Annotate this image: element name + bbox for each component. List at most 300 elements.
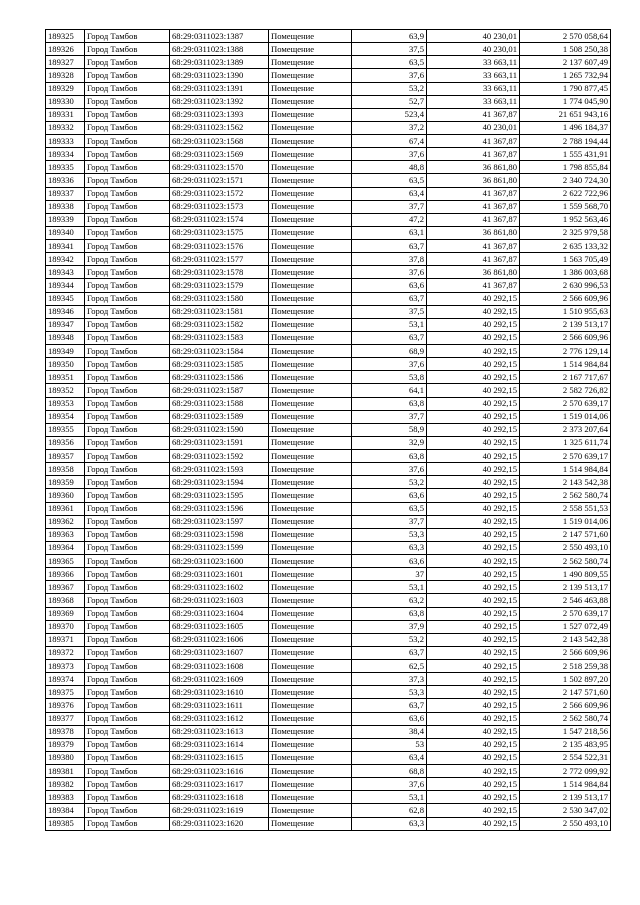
unit-value-cell: 40 292,15 [427, 358, 520, 371]
object-type-cell: Помещение [269, 56, 352, 69]
unit-value-cell: 40 292,15 [427, 292, 520, 305]
object-type-cell: Помещение [269, 436, 352, 449]
cadastral-number-cell: 68:29:0311023:1574 [170, 213, 269, 226]
object-type-cell: Помещение [269, 240, 352, 253]
record-id-cell: 189353 [46, 397, 85, 410]
object-type-cell: Помещение [269, 555, 352, 568]
cadastral-number-cell: 68:29:0311023:1583 [170, 331, 269, 344]
area-cell: 63,7 [352, 240, 427, 253]
record-id-cell: 189368 [46, 594, 85, 607]
table-row [46, 555, 611, 568]
record-id-cell: 189356 [46, 436, 85, 449]
table-row [46, 95, 611, 108]
table-row [46, 568, 611, 581]
city-cell: Город Тамбов [85, 804, 170, 817]
area-cell: 63,8 [352, 397, 427, 410]
city-cell: Город Тамбов [85, 555, 170, 568]
table-row [46, 791, 611, 804]
record-id-cell: 189371 [46, 633, 85, 646]
area-cell: 63,6 [352, 712, 427, 725]
cadastral-number-cell: 68:29:0311023:1607 [170, 646, 269, 659]
record-id-cell: 189364 [46, 541, 85, 554]
area-cell: 37,7 [352, 200, 427, 213]
cadastral-value-cell: 1 527 072,49 [520, 620, 611, 633]
record-id-cell: 189333 [46, 135, 85, 148]
city-cell: Город Тамбов [85, 240, 170, 253]
cadastral-number-cell: 68:29:0311023:1581 [170, 305, 269, 318]
area-cell: 32,9 [352, 436, 427, 449]
cadastral-number-cell: 68:29:0311023:1578 [170, 266, 269, 279]
table-row [46, 751, 611, 764]
object-type-cell: Помещение [269, 673, 352, 686]
cadastral-number-cell: 68:29:0311023:1609 [170, 673, 269, 686]
table-row [46, 305, 611, 318]
object-type-cell: Помещение [269, 712, 352, 725]
city-cell: Город Тамбов [85, 699, 170, 712]
object-type-cell: Помещение [269, 751, 352, 764]
record-id-cell: 189339 [46, 213, 85, 226]
city-cell: Город Тамбов [85, 397, 170, 410]
city-cell: Город Тамбов [85, 292, 170, 305]
table-row [46, 358, 611, 371]
unit-value-cell: 40 292,15 [427, 594, 520, 607]
cadastral-value-cell: 1 555 431,91 [520, 148, 611, 161]
area-cell: 63,1 [352, 226, 427, 239]
cadastral-value-cell: 2 143 542,38 [520, 476, 611, 489]
object-type-cell: Помещение [269, 791, 352, 804]
object-type-cell: Помещение [269, 765, 352, 778]
record-id-cell: 189334 [46, 148, 85, 161]
record-id-cell: 189336 [46, 174, 85, 187]
city-cell: Город Тамбов [85, 148, 170, 161]
record-id-cell: 189344 [46, 279, 85, 292]
record-id-cell: 189328 [46, 69, 85, 82]
city-cell: Город Тамбов [85, 620, 170, 633]
unit-value-cell: 41 367,87 [427, 148, 520, 161]
object-type-cell: Помещение [269, 607, 352, 620]
unit-value-cell: 41 367,87 [427, 135, 520, 148]
unit-value-cell: 40 292,15 [427, 450, 520, 463]
area-cell: 38,4 [352, 725, 427, 738]
cadastral-value-cell: 2 562 580,74 [520, 712, 611, 725]
unit-value-cell: 36 861,80 [427, 174, 520, 187]
cadastral-number-cell: 68:29:0311023:1593 [170, 463, 269, 476]
city-cell: Город Тамбов [85, 56, 170, 69]
cadastral-number-cell: 68:29:0311023:1598 [170, 528, 269, 541]
unit-value-cell: 33 663,11 [427, 56, 520, 69]
area-cell: 68,8 [352, 765, 427, 778]
area-cell: 37,8 [352, 253, 427, 266]
cadastral-number-cell: 68:29:0311023:1393 [170, 108, 269, 121]
city-cell: Город Тамбов [85, 633, 170, 646]
cadastral-number-cell: 68:29:0311023:1584 [170, 345, 269, 358]
cadastral-number-cell: 68:29:0311023:1599 [170, 541, 269, 554]
city-cell: Город Тамбов [85, 226, 170, 239]
record-id-cell: 189340 [46, 226, 85, 239]
table-row [46, 528, 611, 541]
record-id-cell: 189378 [46, 725, 85, 738]
city-cell: Город Тамбов [85, 331, 170, 344]
object-type-cell: Помещение [269, 528, 352, 541]
record-id-cell: 189330 [46, 95, 85, 108]
cadastral-value-cell: 1 519 014,06 [520, 410, 611, 423]
unit-value-cell: 41 367,87 [427, 240, 520, 253]
city-cell: Город Тамбов [85, 121, 170, 134]
unit-value-cell: 40 292,15 [427, 489, 520, 502]
unit-value-cell: 40 292,15 [427, 331, 520, 344]
object-type-cell: Помещение [269, 738, 352, 751]
table-row [46, 240, 611, 253]
table-row [46, 108, 611, 121]
city-cell: Город Тамбов [85, 318, 170, 331]
cadastral-number-cell: 68:29:0311023:1597 [170, 515, 269, 528]
record-id-cell: 189337 [46, 187, 85, 200]
object-type-cell: Помещение [269, 292, 352, 305]
table-row [46, 384, 611, 397]
unit-value-cell: 40 292,15 [427, 463, 520, 476]
record-id-cell: 189385 [46, 817, 85, 830]
cadastral-value-cell: 2 570 058,64 [520, 30, 611, 43]
unit-value-cell: 40 292,15 [427, 515, 520, 528]
cadastral-value-cell: 2 518 259,38 [520, 660, 611, 673]
cadastral-number-cell: 68:29:0311023:1605 [170, 620, 269, 633]
table-row [46, 607, 611, 620]
cadastral-number-cell: 68:29:0311023:1389 [170, 56, 269, 69]
unit-value-cell: 40 292,15 [427, 568, 520, 581]
table-row [46, 331, 611, 344]
area-cell: 62,8 [352, 804, 427, 817]
table-row [46, 423, 611, 436]
city-cell: Город Тамбов [85, 791, 170, 804]
cadastral-value-cell: 1 952 563,46 [520, 213, 611, 226]
table-row [46, 436, 611, 449]
object-type-cell: Помещение [269, 279, 352, 292]
unit-value-cell: 40 292,15 [427, 541, 520, 554]
object-type-cell: Помещение [269, 804, 352, 817]
unit-value-cell: 40 292,15 [427, 633, 520, 646]
object-type-cell: Помещение [269, 660, 352, 673]
cadastral-number-cell: 68:29:0311023:1586 [170, 371, 269, 384]
table-row [46, 581, 611, 594]
unit-value-cell: 41 367,87 [427, 253, 520, 266]
cadastral-number-cell: 68:29:0311023:1387 [170, 30, 269, 43]
unit-value-cell: 41 367,87 [427, 108, 520, 121]
area-cell: 37,9 [352, 620, 427, 633]
cadastral-value-cell: 2 562 580,74 [520, 555, 611, 568]
cadastral-number-cell: 68:29:0311023:1592 [170, 450, 269, 463]
cadastral-number-cell: 68:29:0311023:1392 [170, 95, 269, 108]
cadastral-value-cell: 1 502 897,20 [520, 673, 611, 686]
area-cell: 523,4 [352, 108, 427, 121]
object-type-cell: Помещение [269, 121, 352, 134]
record-id-cell: 189379 [46, 738, 85, 751]
record-id-cell: 189381 [46, 765, 85, 778]
city-cell: Город Тамбов [85, 161, 170, 174]
cadastral-number-cell: 68:29:0311023:1595 [170, 489, 269, 502]
cadastral-value-cell: 2 137 607,49 [520, 56, 611, 69]
cadastral-value-cell: 2 340 724,30 [520, 174, 611, 187]
cadastral-number-cell: 68:29:0311023:1594 [170, 476, 269, 489]
unit-value-cell: 40 292,15 [427, 620, 520, 633]
record-id-cell: 189361 [46, 502, 85, 515]
cadastral-number-cell: 68:29:0311023:1591 [170, 436, 269, 449]
table-row [46, 82, 611, 95]
city-cell: Город Тамбов [85, 187, 170, 200]
object-type-cell: Помещение [269, 345, 352, 358]
record-id-cell: 189345 [46, 292, 85, 305]
cadastral-number-cell: 68:29:0311023:1603 [170, 594, 269, 607]
object-type-cell: Помещение [269, 318, 352, 331]
unit-value-cell: 40 292,15 [427, 765, 520, 778]
area-cell: 63,5 [352, 174, 427, 187]
city-cell: Город Тамбов [85, 502, 170, 515]
city-cell: Город Тамбов [85, 371, 170, 384]
cadastral-value-cell: 1 510 955,63 [520, 305, 611, 318]
record-id-cell: 189370 [46, 620, 85, 633]
city-cell: Город Тамбов [85, 436, 170, 449]
unit-value-cell: 40 292,15 [427, 738, 520, 751]
table-row [46, 463, 611, 476]
cadastral-value-cell: 1 386 003,68 [520, 266, 611, 279]
object-type-cell: Помещение [269, 30, 352, 43]
table-row [46, 738, 611, 751]
city-cell: Город Тамбов [85, 568, 170, 581]
object-type-cell: Помещение [269, 384, 352, 397]
cadastral-value-cell: 2 776 129,14 [520, 345, 611, 358]
cadastral-value-cell: 1 514 984,84 [520, 463, 611, 476]
cadastral-number-cell: 68:29:0311023:1601 [170, 568, 269, 581]
cadastral-value-cell: 2 143 542,38 [520, 633, 611, 646]
record-id-cell: 189327 [46, 56, 85, 69]
unit-value-cell: 40 230,01 [427, 30, 520, 43]
city-cell: Город Тамбов [85, 279, 170, 292]
cadastral-number-cell: 68:29:0311023:1618 [170, 791, 269, 804]
record-id-cell: 189365 [46, 555, 85, 568]
cadastral-number-cell: 68:29:0311023:1602 [170, 581, 269, 594]
cadastral-value-cell: 2 135 483,95 [520, 738, 611, 751]
cadastral-value-cell: 2 582 726,82 [520, 384, 611, 397]
area-cell: 63,5 [352, 502, 427, 515]
object-type-cell: Помещение [269, 331, 352, 344]
record-id-cell: 189338 [46, 200, 85, 213]
cadastral-number-cell: 68:29:0311023:1606 [170, 633, 269, 646]
city-cell: Город Тамбов [85, 541, 170, 554]
unit-value-cell: 40 292,15 [427, 410, 520, 423]
area-cell: 53,3 [352, 686, 427, 699]
table-row [46, 56, 611, 69]
record-id-cell: 189342 [46, 253, 85, 266]
cadastral-value-cell: 1 563 705,49 [520, 253, 611, 266]
record-id-cell: 189351 [46, 371, 85, 384]
object-type-cell: Помещение [269, 148, 352, 161]
unit-value-cell: 40 292,15 [427, 607, 520, 620]
property-table [45, 29, 611, 831]
area-cell: 48,8 [352, 161, 427, 174]
cadastral-value-cell: 2 530 347,02 [520, 804, 611, 817]
table-row [46, 633, 611, 646]
table-row [46, 292, 611, 305]
area-cell: 37,3 [352, 673, 427, 686]
area-cell: 63,7 [352, 646, 427, 659]
cadastral-value-cell: 2 630 996,53 [520, 279, 611, 292]
cadastral-value-cell: 1 547 218,56 [520, 725, 611, 738]
unit-value-cell: 40 230,01 [427, 121, 520, 134]
area-cell: 37,6 [352, 69, 427, 82]
record-id-cell: 189331 [46, 108, 85, 121]
cadastral-value-cell: 2 139 513,17 [520, 791, 611, 804]
record-id-cell: 189335 [46, 161, 85, 174]
record-id-cell: 189358 [46, 463, 85, 476]
area-cell: 53,1 [352, 791, 427, 804]
city-cell: Город Тамбов [85, 30, 170, 43]
area-cell: 53,1 [352, 581, 427, 594]
cadastral-number-cell: 68:29:0311023:1589 [170, 410, 269, 423]
unit-value-cell: 40 292,15 [427, 778, 520, 791]
area-cell: 37,6 [352, 778, 427, 791]
cadastral-value-cell: 2 570 639,17 [520, 450, 611, 463]
unit-value-cell: 40 292,15 [427, 725, 520, 738]
object-type-cell: Помещение [269, 515, 352, 528]
city-cell: Город Тамбов [85, 515, 170, 528]
unit-value-cell: 36 861,80 [427, 266, 520, 279]
unit-value-cell: 40 292,15 [427, 528, 520, 541]
area-cell: 47,2 [352, 213, 427, 226]
area-cell: 37,6 [352, 148, 427, 161]
record-id-cell: 189366 [46, 568, 85, 581]
object-type-cell: Помещение [269, 358, 352, 371]
table-row [46, 371, 611, 384]
object-type-cell: Помещение [269, 686, 352, 699]
table-row [46, 673, 611, 686]
table-row [46, 502, 611, 515]
cadastral-number-cell: 68:29:0311023:1576 [170, 240, 269, 253]
object-type-cell: Помещение [269, 69, 352, 82]
cadastral-value-cell: 1 325 611,74 [520, 436, 611, 449]
object-type-cell: Помещение [269, 620, 352, 633]
cadastral-number-cell: 68:29:0311023:1575 [170, 226, 269, 239]
object-type-cell: Помещение [269, 82, 352, 95]
cadastral-number-cell: 68:29:0311023:1391 [170, 82, 269, 95]
unit-value-cell: 40 292,15 [427, 502, 520, 515]
unit-value-cell: 40 292,15 [427, 318, 520, 331]
cadastral-value-cell: 1 774 045,90 [520, 95, 611, 108]
unit-value-cell: 40 292,15 [427, 673, 520, 686]
table-row [46, 646, 611, 659]
cadastral-value-cell: 2 373 207,64 [520, 423, 611, 436]
unit-value-cell: 40 292,15 [427, 581, 520, 594]
record-id-cell: 189325 [46, 30, 85, 43]
cadastral-number-cell: 68:29:0311023:1617 [170, 778, 269, 791]
record-id-cell: 189374 [46, 673, 85, 686]
cadastral-value-cell: 2 558 551,53 [520, 502, 611, 515]
cadastral-number-cell: 68:29:0311023:1573 [170, 200, 269, 213]
record-id-cell: 189357 [46, 450, 85, 463]
city-cell: Город Тамбов [85, 463, 170, 476]
record-id-cell: 189380 [46, 751, 85, 764]
table-row [46, 712, 611, 725]
object-type-cell: Помещение [269, 95, 352, 108]
city-cell: Город Тамбов [85, 450, 170, 463]
unit-value-cell: 36 861,80 [427, 226, 520, 239]
cadastral-number-cell: 68:29:0311023:1613 [170, 725, 269, 738]
table-row [46, 620, 611, 633]
record-id-cell: 189359 [46, 476, 85, 489]
cadastral-number-cell: 68:29:0311023:1615 [170, 751, 269, 764]
record-id-cell: 189354 [46, 410, 85, 423]
city-cell: Город Тамбов [85, 751, 170, 764]
table-row [46, 253, 611, 266]
object-type-cell: Помещение [269, 174, 352, 187]
area-cell: 53,2 [352, 82, 427, 95]
unit-value-cell: 41 367,87 [427, 279, 520, 292]
record-id-cell: 189377 [46, 712, 85, 725]
record-id-cell: 189372 [46, 646, 85, 659]
table-row [46, 541, 611, 554]
cadastral-number-cell: 68:29:0311023:1568 [170, 135, 269, 148]
record-id-cell: 189383 [46, 791, 85, 804]
table-row [46, 515, 611, 528]
table-row [46, 594, 611, 607]
object-type-cell: Помещение [269, 108, 352, 121]
cadastral-number-cell: 68:29:0311023:1590 [170, 423, 269, 436]
area-cell: 37,5 [352, 305, 427, 318]
area-cell: 63,5 [352, 56, 427, 69]
cadastral-number-cell: 68:29:0311023:1582 [170, 318, 269, 331]
city-cell: Город Тамбов [85, 384, 170, 397]
area-cell: 63,4 [352, 187, 427, 200]
city-cell: Город Тамбов [85, 528, 170, 541]
table-row [46, 279, 611, 292]
area-cell: 53,3 [352, 528, 427, 541]
object-type-cell: Помещение [269, 213, 352, 226]
cadastral-number-cell: 68:29:0311023:1600 [170, 555, 269, 568]
city-cell: Город Тамбов [85, 765, 170, 778]
city-cell: Город Тамбов [85, 673, 170, 686]
cadastral-value-cell: 1 798 855,84 [520, 161, 611, 174]
table-row [46, 450, 611, 463]
cadastral-value-cell: 1 265 732,94 [520, 69, 611, 82]
city-cell: Город Тамбов [85, 135, 170, 148]
cadastral-number-cell: 68:29:0311023:1570 [170, 161, 269, 174]
area-cell: 63,2 [352, 594, 427, 607]
record-id-cell: 189348 [46, 331, 85, 344]
record-id-cell: 189349 [46, 345, 85, 358]
record-id-cell: 189350 [46, 358, 85, 371]
unit-value-cell: 41 367,87 [427, 213, 520, 226]
object-type-cell: Помещение [269, 699, 352, 712]
unit-value-cell: 40 292,15 [427, 345, 520, 358]
unit-value-cell: 40 292,15 [427, 305, 520, 318]
city-cell: Город Тамбов [85, 410, 170, 423]
unit-value-cell: 40 292,15 [427, 712, 520, 725]
object-type-cell: Помещение [269, 594, 352, 607]
unit-value-cell: 40 292,15 [427, 660, 520, 673]
unit-value-cell: 40 292,15 [427, 397, 520, 410]
area-cell: 63,6 [352, 279, 427, 292]
record-id-cell: 189382 [46, 778, 85, 791]
property-table-body [46, 30, 611, 831]
area-cell: 62,5 [352, 660, 427, 673]
cadastral-value-cell: 1 490 809,55 [520, 568, 611, 581]
cadastral-number-cell: 68:29:0311023:1571 [170, 174, 269, 187]
cadastral-value-cell: 2 139 513,17 [520, 581, 611, 594]
cadastral-number-cell: 68:29:0311023:1390 [170, 69, 269, 82]
record-id-cell: 189343 [46, 266, 85, 279]
object-type-cell: Помещение [269, 305, 352, 318]
record-id-cell: 189369 [46, 607, 85, 620]
table-row [46, 43, 611, 56]
cadastral-value-cell: 2 167 717,67 [520, 371, 611, 384]
